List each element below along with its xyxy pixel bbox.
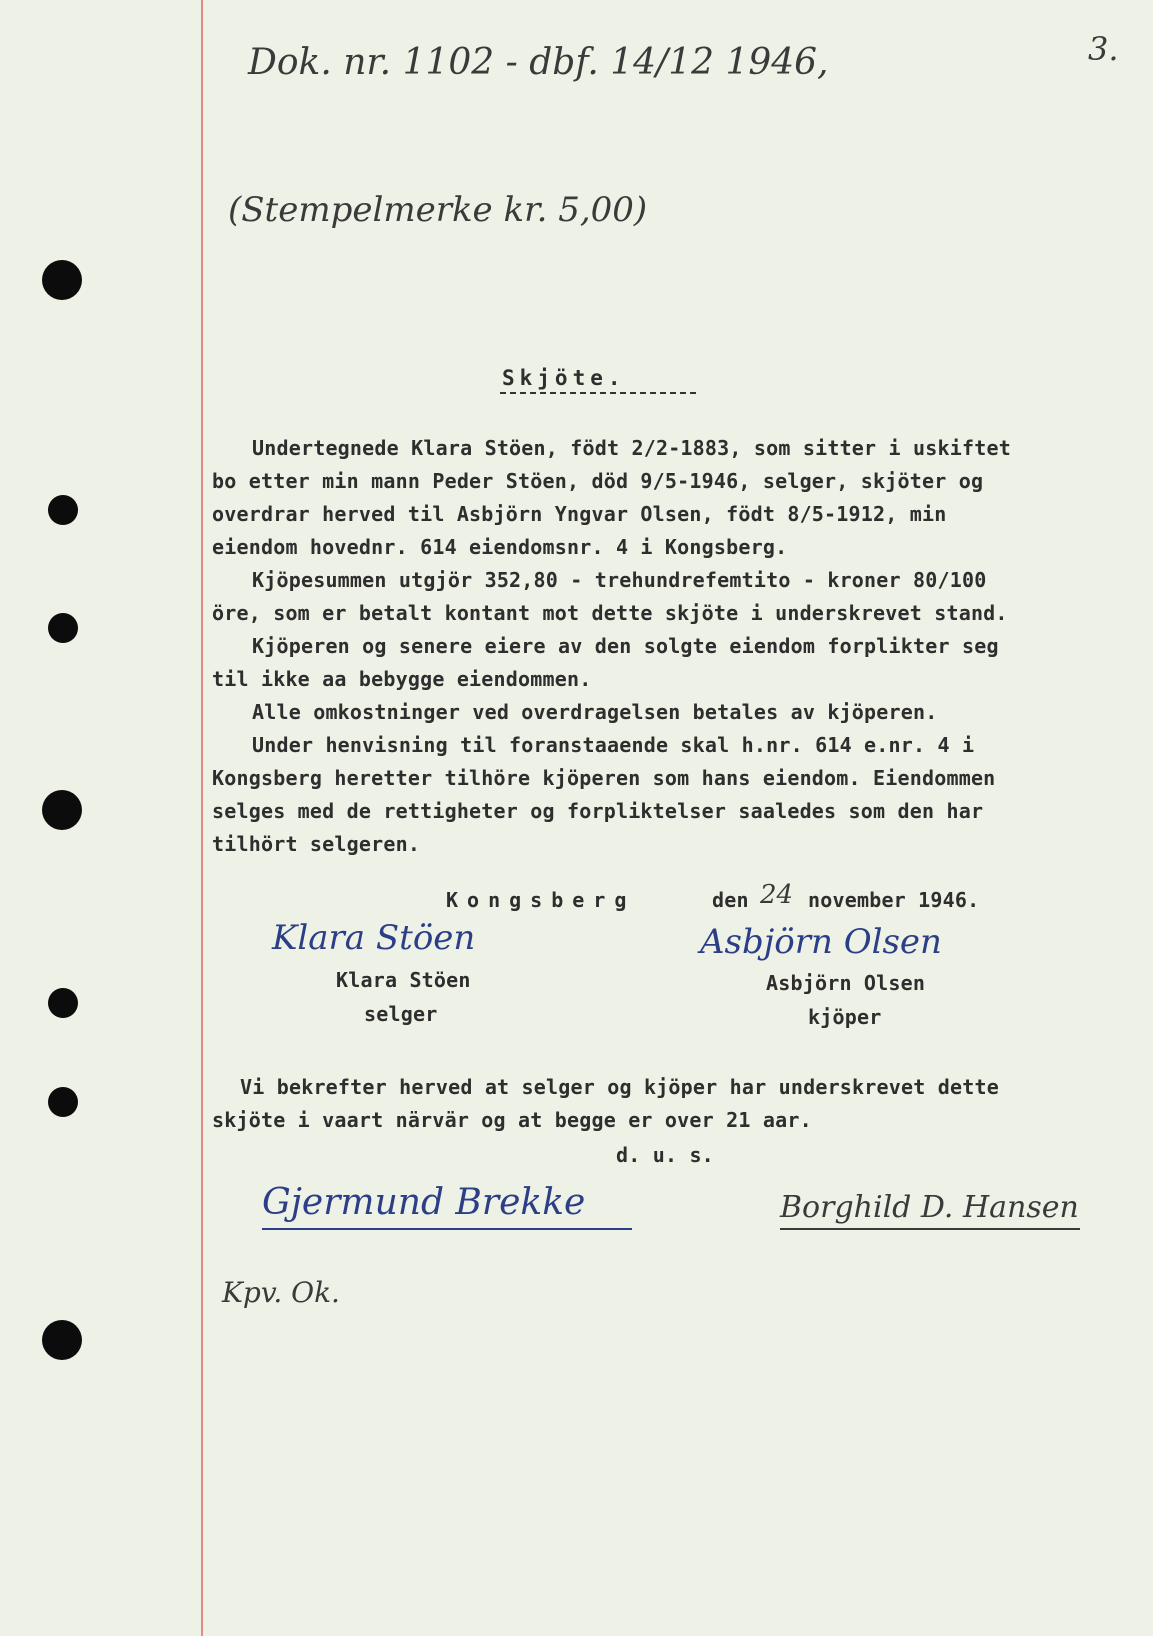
body-line: tilhört selgeren.	[212, 832, 421, 856]
date-month-year: november 1946.	[808, 888, 980, 912]
document-title: Skjöte.	[502, 366, 626, 390]
date-place: Kongsberg	[446, 888, 636, 912]
seller-typed-name: Klara Stöen	[336, 968, 471, 992]
punch-hole	[48, 495, 78, 525]
buyer-typed-name: Asbjörn Olsen	[766, 971, 926, 995]
stamp-note: (Stempelmerke kr. 5,00)	[228, 190, 648, 230]
buyer-role: kjöper	[808, 1005, 882, 1029]
body-line: Alle omkostninger ved overdragelsen betales av kjöperen.	[252, 700, 938, 724]
punch-hole	[48, 988, 78, 1018]
punch-hole	[48, 613, 78, 643]
title-underline	[500, 392, 696, 394]
witness-closing: d. u. s.	[616, 1143, 714, 1167]
document-number-note: Dok. nr. 1102 - dbf. 14/12 1946,	[248, 42, 829, 83]
buyer-signature: Asbjörn Olsen	[700, 922, 942, 962]
body-line: Kjöpesummen utgjör 352,80 - trehundrefemtito - kroner 80/100	[252, 568, 987, 592]
body-line: Undertegnede Klara Stöen, födt 2/2-1883, som sitter i uskiftet	[252, 436, 1011, 460]
punch-hole	[42, 790, 82, 830]
seller-role: selger	[364, 1002, 438, 1026]
body-line: selges med de rettigheter og forpliktelser saaledes som den har	[212, 799, 984, 823]
body-line: eiendom hovednr. 614 eiendomsnr. 4 i Kongsberg.	[212, 535, 788, 559]
witness-line: Vi bekrefter herved at selger og kjöper har underskrevet dette	[240, 1075, 999, 1099]
margin-line	[201, 0, 203, 1636]
signature-underline	[262, 1228, 632, 1230]
body-line: Kongsberg heretter tilhöre kjöperen som hans eiendom. Eiendommen	[212, 766, 996, 790]
date-den: den	[712, 888, 749, 912]
body-line: overdrar herved til Asbjörn Yngvar Olsen, födt 8/5-1912, min	[212, 502, 947, 526]
signature-underline	[780, 1228, 1080, 1230]
witness-signature-left: Gjermund Brekke	[262, 1182, 586, 1223]
body-line: bo etter min mann Peder Stöen, död 9/5-1946, selger, skjöter og	[212, 469, 984, 493]
punch-hole	[42, 260, 82, 300]
witness-signature-right: Borghild D. Hansen	[780, 1190, 1079, 1225]
body-line: Kjöperen og senere eiere av den solgte eiendom forplikter seg	[252, 634, 999, 658]
punch-hole	[42, 1320, 82, 1360]
body-line: öre, som er betalt kontant mot dette skjöte i underskrevet stand.	[212, 601, 1008, 625]
witness-line: skjöte i vaart närvär og at begge er over 21 aar.	[212, 1108, 812, 1132]
seller-signature: Klara Stöen	[272, 918, 476, 958]
body-line: til ikke aa bebygge eiendommen.	[212, 667, 592, 691]
date-day: 24	[760, 880, 794, 910]
page-number: 3.	[1088, 30, 1119, 68]
footnote: Kpv. Ok.	[222, 1276, 340, 1309]
punch-hole	[48, 1087, 78, 1117]
body-line: Under henvisning til foranstaaende skal h.nr. 614 e.nr. 4 i	[252, 733, 975, 757]
